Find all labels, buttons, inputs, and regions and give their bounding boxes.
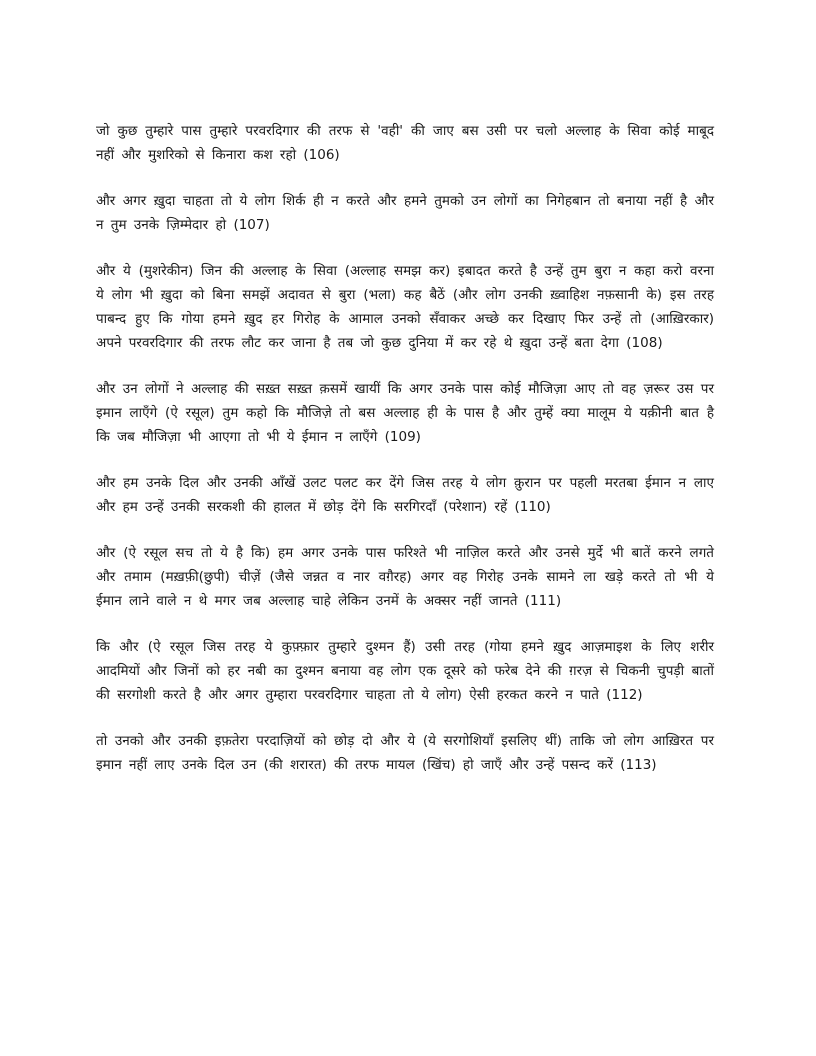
verse-107: और अगर ख़ुदा चाहता तो ये लोग शिर्क ही न करते और हमने तुमको उन लोगों का निगेहबान तो बनाया नहीं है और न तुम उनके ज़िम्मेदार हो (107) bbox=[96, 193, 714, 233]
verse-109: और उन लोगों ने अल्लाह की सख़्त सख़्त क़समें खायीं कि अगर उनके पास कोई मौजिज़ा आए तो वह ज़रूर उस पर इमान लाएँगे (ऐ रसूल) तुम कहो कि मौजिज़े तो बस अल्लाह ही के पास है और तुम्हें क्या मालूम ये यक़ीनी बात है कि जब मौजिज़ा भी आएगा तो भी ये ईमान न लाएँगे (109) bbox=[96, 381, 714, 445]
verse-111: और (ऐ रसूल सच तो ये है कि) हम अगर उनके पास फरिश्ते भी नाज़िल करते और उनसे मुर्दे भी बातें करने लगते और तमाम (मख़फ़ी(छुपी) चीज़ें (जैसे जन्नत व नार वग़ैरह) अगर वह गिरोह उनके सामने ला खड़े करते तो भी ये ईमान लाने वाले न थे मगर जब अल्लाह चाहे लेकिन उनमें के अक्सर नहीं जानते (111) bbox=[96, 545, 714, 609]
verse-113: तो उनको और उनकी इफ़तेरा परदाज़ियों को छोड़ दो और ये (ये सरगोशियाँ इसलिए थीं) ताकि जो लोग आख़िरत पर इमान नहीं लाए उनके दिल उन (की शरारत) की तरफ मायल (खिंच) हो जाएँ और उन्हें पसन्द करें (113) bbox=[96, 733, 714, 773]
verse-108: और ये (मुशरेकीन) जिन की अल्लाह के सिवा (अल्लाह समझ कर) इबादत करते है उन्हें तुम बुरा न कहा करो वरना ये लोग भी ख़ुदा को बिना समझें अदावत से बुरा (भला) कह बैठें (और लोग उनकी ख़्वाहिश नफ़सानी के) इस तरह पाबन्द हुए कि गोया हमने ख़ुद हर गिरोह के आमाल उनको सँवाकर अच्छे कर दिखाए फिर उन्हें तो (आख़िरकार) अपने परवरदिगार की तरफ लौट कर जाना है तब जो कुछ दुनिया में कर रहे थे ख़ुदा उन्हें बता देगा (108) bbox=[96, 263, 714, 351]
verse-112: कि और (ऐ रसूल जिस तरह ये कुफ़्फ़ार तुम्हारे दुश्मन हैं) उसी तरह (गोया हमने ख़ुद आज़माइश के लिए शरीर आदमियों और जिनों को हर नबी का दुश्मन बनाया वह लोग एक दूसरे को फरेब देने की ग़रज़ से चिकनी चुपड़ी बातों की सरगोशी करते है और अगर तुम्हारा परवरदिगार चाहता तो ये लोग) ऐसी हरकत करने न पाते (112) bbox=[96, 639, 714, 703]
verse-110: और हम उनके दिल और उनकी आँखें उलट पलट कर देंगे जिस तरह ये लोग क़ुरान पर पहली मरतबा ईमान न लाए और हम उन्हें उनकी सरकशी की हालत में छोड़ देंगे कि सरगिरदाँ (परेशान) रहें (110) bbox=[96, 475, 714, 515]
document-body bbox=[96, 119, 714, 799]
verse-106: जो कुछ तुम्हारे पास तुम्हारे परवरदिगार की तरफ से 'वही' की जाए बस उसी पर चलो अल्लाह के सिवा कोई माबूद नहीं और मुशरिको से किनारा कश रहो (106) bbox=[96, 123, 714, 163]
